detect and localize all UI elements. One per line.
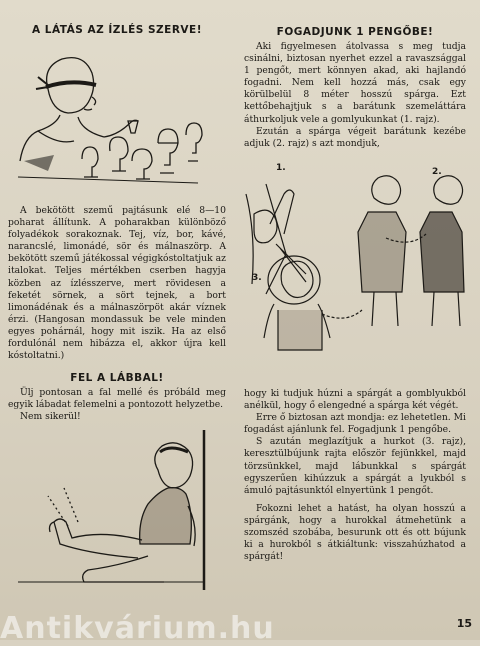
fig-label-2: 2. (432, 166, 442, 177)
fig-label-1: 1. (276, 162, 286, 173)
bet-paragraph-2: Ezután a spárga végeit barátunk kezébe adjuk (2. rajz) s azt mondjuk, (244, 125, 466, 149)
taste-paragraph: A bekötött szemű pajtásunk elé 8—10 poharat állítunk. A poharakban különböző folyadékok sorakoznak. Tej, víz, bor, kávé, narancslé, limonádé, sör és málnaszörp. A bekötött szemű játékossal végigkóstoltatjuk az italokat. Teljes mértékben cserben hagyja közben az ízlésszerve, mert rövidesen a feketét sörnek, a sört tejnek, a bort limonádénak és a málnaszörpöt akár víznek érzi. (Hangosan mondassuk be vele minden egyes pohárnál, hogy mit iszik. Ha az első fordulónál nem hibázza el, akkor újra kell kóstoltatni.) (8, 205, 226, 362)
page-number: 15 (456, 617, 472, 630)
heading-bet: FOGADJUNK 1 PENGŐBE! (276, 26, 434, 38)
leg-paragraph: Ülj pontosan a fal mellé és próbáld meg egyik lábadat felemelni a pontozott helyzetbe. (8, 387, 226, 411)
bet-paragraph-6: Fokozni lehet a hatást, ha olyan hosszú a spárgánk, hogy a hurokkal átmehetünk a szomszéd szobába, besurunk ott és ott bújunk ki a hurokból s átkiáltunk: visszahúzhatod a spárgát! (244, 502, 466, 563)
illustration-boy-against-wall (8, 430, 226, 590)
fig-label-3: 3. (252, 272, 262, 283)
bet-paragraph-5: S azután meglazítjuk a hurkot (3. rajz), keresztülbújunk rajta először fejünkkel, majd törzsünkkel, majd lábunkkal s spárgát egyszerűen kihúzzuk a spárgát a lyukból s ámuló pajtásunktól elnyertünk 1 pengőt. (244, 436, 466, 496)
illustration-string-trick (236, 154, 472, 354)
bet-paragraph-4: Erre ő biztosan azt mondja: ez lehetetlen. Mi fogadást ajánlunk fel. Fogadjunk 1 pengőbe. (244, 412, 466, 436)
heading-leg: FEL A LÁBBAL! (70, 372, 164, 385)
right-column-lower (244, 388, 466, 563)
left-column (8, 24, 226, 590)
heading-taste: A LÁTÁS AZ ÍZLÉS SZERVE! (32, 24, 202, 36)
leg-result: Nem sikerül! (20, 411, 81, 423)
illustration-blindfolded-boy (8, 39, 226, 199)
right-column (244, 26, 466, 358)
watermark: Antikvárium.hu (0, 611, 275, 646)
bet-paragraph-1: Aki figyelmesen átolvassa s meg tudja csinálni, biztosan nyerhet ezzel a ravaszsággal 1 pengőt, mert könnyen akad, aki hajlandó fogadni. Nem kell hozzá más, csak egy körülbelül 8 méter hosszú spárga. Ezt kettőbehajtjuk s a barátunk szemeláttára áthurkoljuk vele a gomlyukunkat (1. rajz). (244, 41, 466, 125)
bet-paragraph-3: hogy ki tudjuk húzni a spárgát a gomblyukból anélkül, hogy ő elengedné a spárga két végét. (244, 388, 466, 412)
